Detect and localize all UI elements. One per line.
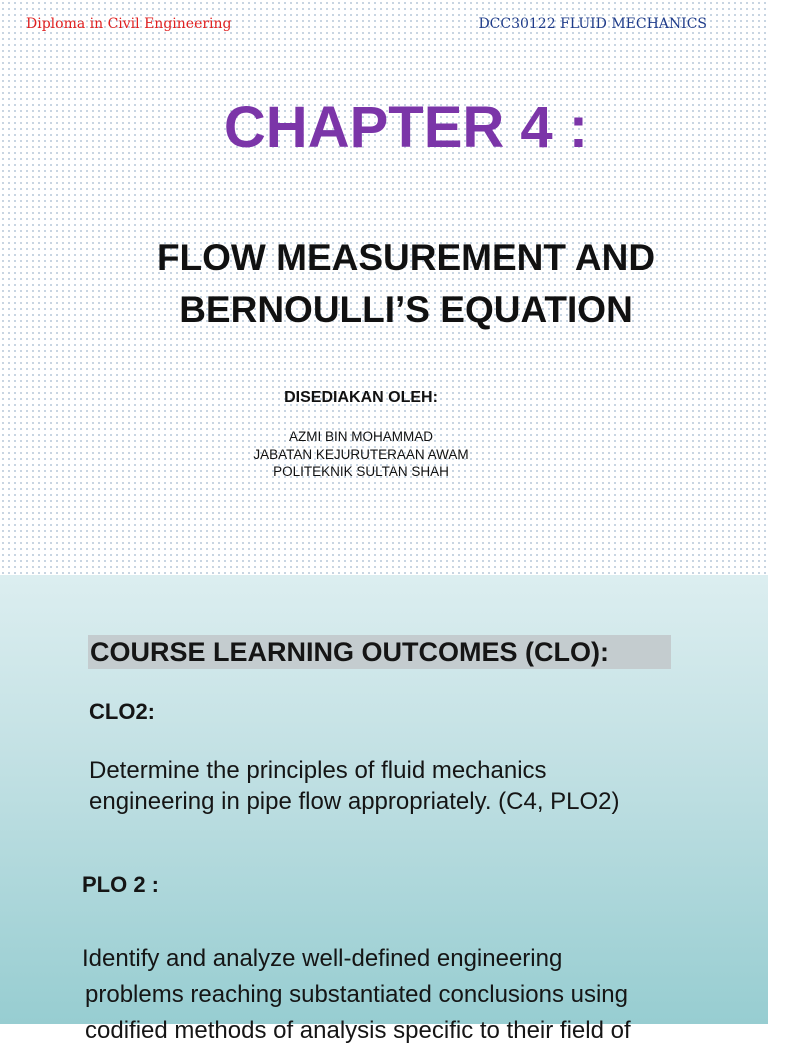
clo-line-2: engineering in pipe flow appropriately. (C4, PLO2): [89, 788, 620, 815]
header-program: Diploma in Civil Engineering: [26, 16, 232, 32]
author-department: JABATAN KEJURUTERAAN AWAM: [253, 446, 469, 462]
author-name: AZMI BIN MOHAMMAD: [289, 429, 433, 444]
plo-description: [82, 941, 722, 1049]
clo-label: CLO2:: [89, 699, 155, 724]
prepared-by-label: DISEDIAKAN OLEH:: [284, 389, 438, 406]
author-institution: POLITEKNIK SULTAN SHAH: [273, 464, 449, 479]
clo-description: [89, 755, 709, 817]
plo-line-1: Identify and analyze well-defined engineering: [82, 945, 563, 972]
plo-line-3: codified methods of analysis specific to their field of: [85, 1017, 631, 1044]
chapter-subtitle: [0, 232, 812, 336]
chapter-title: CHAPTER 4 :: [223, 95, 589, 160]
plo-label: PLO 2 :: [82, 872, 160, 897]
subtitle-line-2: BERNOULLI’S EQUATION: [179, 289, 633, 330]
header-course-code: DCC30122 FLUID MECHANICS: [478, 16, 707, 32]
clo-line-1: Determine the principles of fluid mechanics: [89, 757, 547, 784]
clo-heading: COURSE LEARNING OUTCOMES (CLO):: [88, 635, 671, 669]
author-block: [0, 428, 722, 481]
plo-line-2: problems reaching substantiated conclusions using: [85, 981, 628, 1008]
subtitle-line-1: FLOW MEASUREMENT AND: [156, 237, 656, 278]
clo-slide: [0, 575, 768, 1044]
